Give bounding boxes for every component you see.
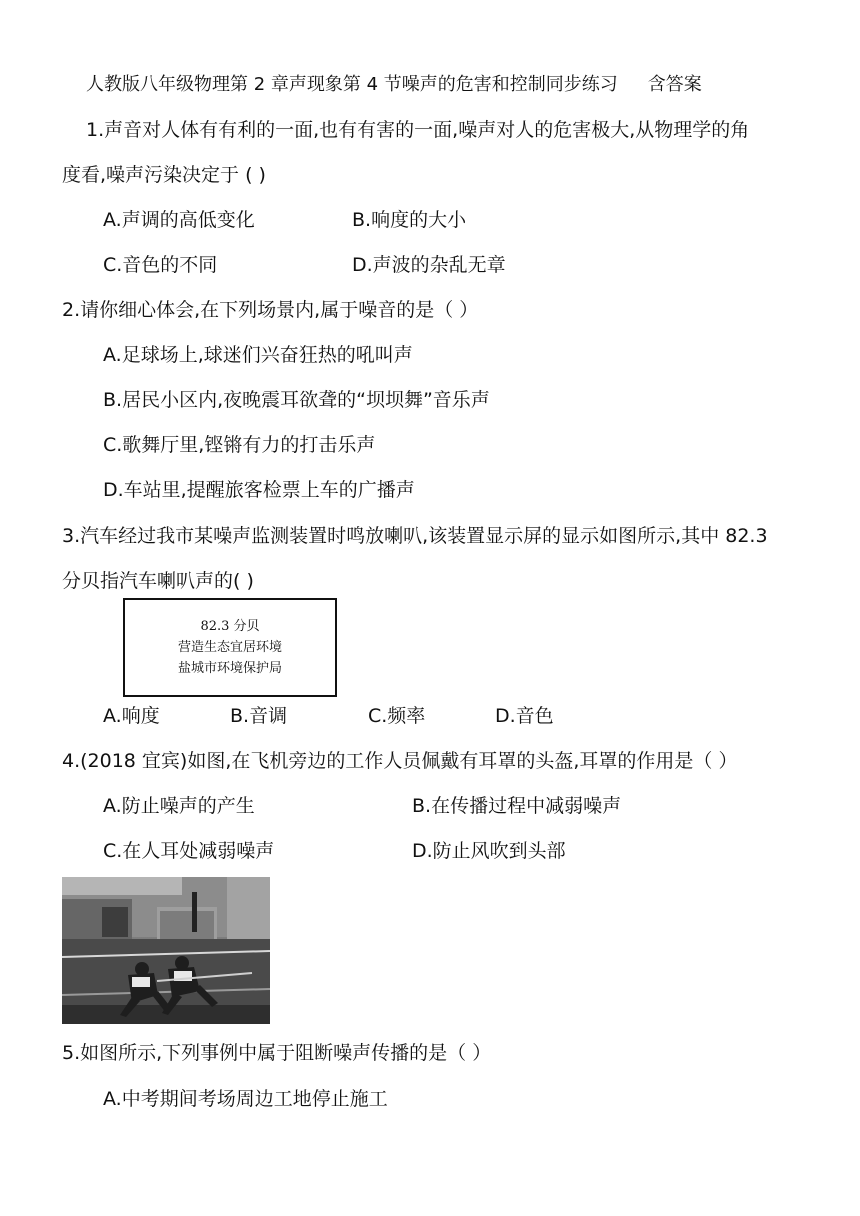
q4-option-c: C.在人耳处减弱噪声 (103, 840, 275, 862)
airport-ground-crew-photo (62, 877, 270, 1024)
display-agency: 盐城市环境保护局 (177, 661, 282, 676)
q3-stem-line2: 分贝指汽车喇叭声的( ) (62, 570, 254, 592)
q2-stem: 2.请你细心体会,在下列场景内,属于噪音的是（ ） (62, 299, 479, 321)
q3-option-c: C.频率 (368, 705, 426, 727)
title-main: 人教版八年级物理第 2 章声现象第 4 节噪声的危害和控制同步练习 (86, 74, 618, 95)
q3-option-a: A.响度 (103, 705, 160, 727)
q3-stem-line1: 3.汽车经过我市某噪声监测装置时鸣放喇叭,该装置显示屏的显示如图所示,其中 82.3 (62, 525, 768, 547)
q1-stem-line1: 1.声音对人体有有利的一面,也有有害的一面,噪声对人的危害极大,从物理学的角 (86, 119, 750, 141)
q2-option-d: D.车站里,提醒旅客检票上车的广播声 (103, 479, 415, 501)
q1-option-b: B.响度的大小 (352, 209, 467, 231)
q1-option-a: A.声调的高低变化 (103, 209, 255, 231)
q5-option-a: A.中考期间考场周边工地停止施工 (103, 1088, 388, 1110)
title-suffix: 含答案 (647, 74, 702, 95)
q1-stem-line2: 度看,噪声污染决定于 ( ) (62, 164, 266, 186)
q4-option-a: A.防止噪声的产生 (103, 795, 255, 817)
q4-option-b: B.在传播过程中减弱噪声 (412, 795, 622, 817)
q1-option-c: C.音色的不同 (103, 254, 218, 276)
q2-option-c: C.歌舞厅里,铿锵有力的打击乐声 (103, 434, 376, 456)
q3-option-d: D.音色 (495, 705, 554, 727)
q4-option-d: D.防止风吹到头部 (412, 840, 566, 862)
photo-illustration (62, 877, 270, 1024)
q3-option-b: B.音调 (230, 705, 288, 727)
display-reading: 82.3 分贝 (200, 619, 260, 634)
q5-stem: 5.如图所示,下列事例中属于阻断噪声传播的是（ ） (62, 1042, 492, 1064)
noise-monitor-display (123, 598, 337, 697)
display-slogan: 营造生态宜居环境 (177, 640, 282, 655)
document-title (86, 72, 702, 98)
q2-option-b: B.居民小区内,夜晚震耳欲聋的“坝坝舞”音乐声 (103, 389, 490, 411)
q2-option-a: A.足球场上,球迷们兴奋狂热的吼叫声 (103, 344, 413, 366)
q1-option-d: D.声波的杂乱无章 (352, 254, 506, 276)
q4-stem: 4.(2018 宜宾)如图,在飞机旁边的工作人员佩戴有耳罩的头盔,耳罩的作用是（ ） (62, 750, 738, 772)
